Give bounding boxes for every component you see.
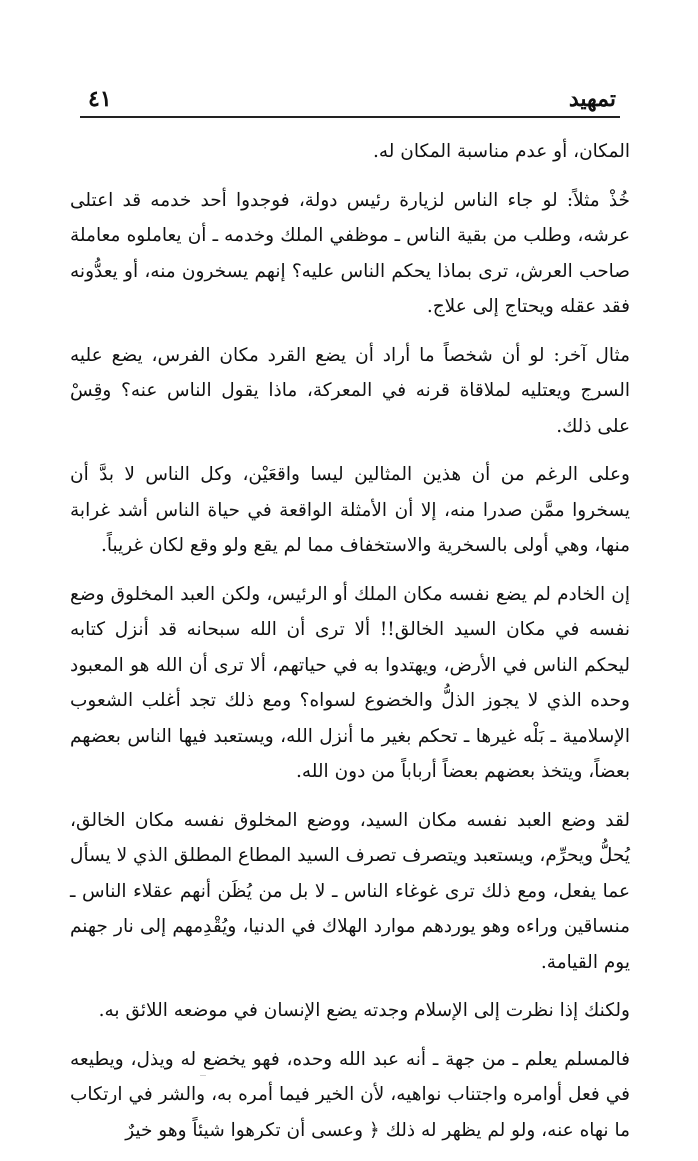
scan-mark: [200, 1075, 206, 1076]
paragraph: خُذْ مثلاً: لو جاء الناس لزيارة رئيس دولة، فوجدوا أحد خدمه قد اعتلى عرشه، وطلب من بقية الناس ـ موظفي الملك وخدمه ـ أن يعاملوه معاملة صاحب العرش، ترى بماذا يحكم الناس عليه؟ إنهم يسخرون منه، أو يعدُّونه فقد عقله ويحتاج إلى علاج.: [70, 189, 630, 317]
paragraph: لقد وضع العبد نفسه مكان السيد، ووضع المخلوق نفسه مكان الخالق، يُحلُّ ويحرِّم، ويستعبد ويتصرف تصرف السيد المطاع المطلق الذي لا يسأل عما يفعل، ومع ذلك ترى غوغاء الناس ـ لا بل من يُظَن أنهم عقلاء الناس ـ منساقين وراءه وهو يوردهم موارد الهلاك في الدنيا، ويُقْدِمهم إلى نار جهنم يوم القيامة.: [70, 809, 630, 973]
paragraph: فالمسلم يعلم ـ من جهة ـ أنه عبد الله وحده، فهو يخضع له ويذل، ويطيعه في فعل أوامره واجتناب نواهيه، لأن الخير فيما أمره به، والشر في ارتكاب ما نهاه عنه، ولو لم يظهر له ذلك ﴿ وعسى أن تكرهوا شيئاً وهو خيرٌ: [70, 1048, 630, 1141]
page-header: [80, 78, 620, 116]
paragraph: مثال آخر: لو أن شخصاً ما أراد أن يضع القرد مكان الفرس، يضع عليه السرج ويعتليه لملاقاة قرنه في المعركة، ماذا يقول الناس عنه؟ وقِسْ على ذلك.: [70, 344, 630, 437]
paragraph: المكان، أو عدم مناسبة المكان له.: [372, 141, 630, 162]
paragraph: إن الخادم لم يضع نفسه مكان الملك أو الرئيس، ولكن العبد المخلوق وضع نفسه في مكان السيد الخالق!! ألا ترى أن الله سبحانه قد أنزل كتابه ليحكم الناس في الأرض، ويهتدوا به في حياتهم، ألا ترى أن الله هو المعبود وحده الذي لا يجوز الذلُّ والخضوع لسواه؟ ومع ذلك تجد أغلب الشعوب الإسلامية ـ بَلْه غيرها ـ تحكم بغير ما أنزل الله، ويستعبد فيها الناس بعضهم بعضاً، ويتخذ بعضهم بعضاً أرباباً من دون الله.: [70, 583, 630, 782]
page-body: [70, 134, 630, 1161]
paragraph: وعلى الرغم من أن هذين المثالين ليسا واقعَيْن، وكل الناس لا بدَّ أن يسخروا ممَّن صدرا منه، إلا أن الأمثلة الواقعة في حياة الناس أشد غرابة منها، وهي أولى بالسخرية والاستخفاف مما لم يقع ولو وقع لكان غريباً.: [70, 464, 630, 556]
paragraph: ولكنك إذا نظرت إلى الإسلام وجدته يضع الإنسان في موضعه اللائق به.: [98, 1000, 630, 1021]
page-number: ٤١: [88, 86, 112, 112]
running-title: تمهيد: [568, 86, 616, 112]
header-rule: [80, 116, 620, 118]
